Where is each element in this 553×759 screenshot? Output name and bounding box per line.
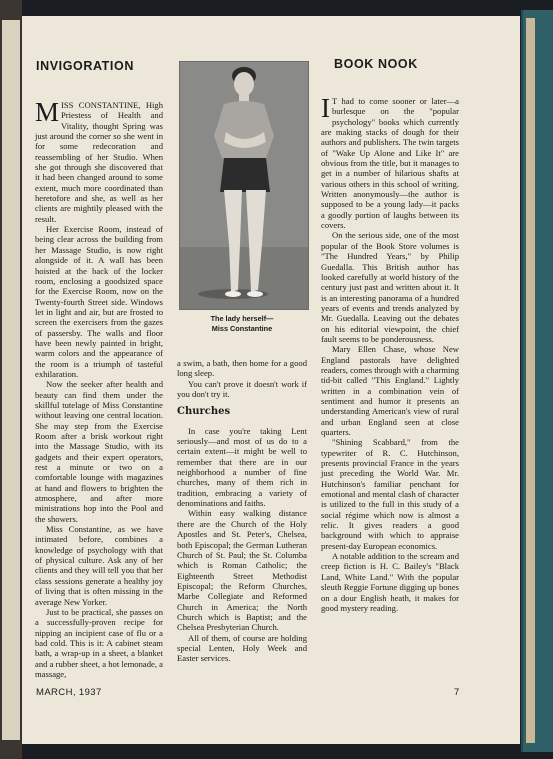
- page-edges: [526, 18, 535, 743]
- photo-caption: [177, 314, 307, 334]
- invigoration-article: [35, 97, 163, 679]
- portrait-photo: [179, 61, 309, 310]
- churches-paragraph: All of them, of course are holding special Lenten, Holy Week and Easter services.: [177, 632, 307, 664]
- woman-figure: [180, 62, 308, 309]
- facing-page-strip: [2, 20, 20, 740]
- invigoration-lead-text: High Priestess of Health and Vitality, thought Spring was just around the corner so she went in for some redecoration and reassembling of her Studio. When she got through she discovered that it had been changed around to some extent, much more coordinated than heretofore and she, as well as her clients are mightily pleased with the result.: [35, 100, 163, 224]
- book-nook-article: [321, 93, 459, 613]
- book-binding: [521, 10, 553, 752]
- invigoration-dropcap: M: [35, 97, 60, 127]
- book-nook-dropcap: I: [321, 93, 330, 123]
- book-nook-paragraph: "Shining Scabbard," from the typewriter of R. C. Hutchinson, presents provincial France in the years just preceding the World War. Mr. Hutchinson's familiar penchant for emotional and mental clash of character is utilized to the full in this study of a social régime which now is almost a relic. It gives readers a good background with which to appraise present-day European economics.: [321, 437, 459, 551]
- page-number: 7: [454, 687, 460, 698]
- caption-line-1: The lady herself—: [210, 314, 274, 323]
- invigoration-paragraph: Just to be practical, she passes on a successfully-proven recipe for nipping an incipient case of flu or a bad cold. This is it: A cabinet steam bath, a wrap-up in a sheet, a blanket and a rubber sheet, a hot lemonade, a massage,: [35, 606, 163, 679]
- book-nook-paragraph: On the serious side, one of the most popular of the Book Store volumes is "The Hundred Years," by Philip Guedalla. This British author has looked carefully at world history of the century just past and written about it. It is an interesting panorama of a hundred years of events and trends analyzed by Mr. Guedalla. Leaving out the debates on his editorial viewpoint, the chief fault seems to be ponderousness.: [321, 230, 459, 344]
- invigoration-paragraph: [35, 97, 163, 224]
- invigoration-first-line: ISS CONSTANTINE,: [61, 100, 141, 110]
- caption-line-2: Miss Constantine: [211, 324, 273, 333]
- churches-paragraph: In case you're taking Lent seriously—and most of us do to a certain extent—it might be well to remember that there are in our neighborhood a number of fine churches, many of them rich in tradition, embracing a variety of denominations and faiths.: [177, 425, 307, 509]
- invigoration-heading: INVIGORATION: [36, 59, 134, 73]
- invigoration-continued: a swim, a bath, then home for a good long sleep.: [177, 358, 307, 379]
- book-nook-lead-text: T had to come sooner or later—a burlesque on the "popular psychology" books which currently are making stacks of dough for their authors and publishers. The twin targets of "Wake Up Alone and Like It" are obvious from the title, but it manages to get in a number of hilarious shafts at various others in this school of writing. Written anonymously—the author is supposed to be a young lady—it packs a goodly portion of laughs between its covers.: [321, 96, 459, 231]
- book-nook-paragraph: Mary Ellen Chase, whose New England pastorals have delighted readers, comes through with a charming tid-bit called "This England." Lightly written in a combination vein of sentiment and humor it presents an understanding American's view of rural and urban England seen at close quarters.: [321, 344, 459, 437]
- book-nook-paragraph: A notable addition to the scream and creep fiction is H. C. Bailey's "Black Land, White Land." With the popular sleuth Reggie Fortune digging up bones on a dour English heath, it makes for good mystery reading.: [321, 551, 459, 613]
- invigoration-paragraph: Her Exercise Room, instead of being clear across the building from her Massage Studio, is now right alongside of it. A wall has been hoisted at the back of the locker room, enclosing a goodsized space for the Exercise Room, now on the Twenty-fourth Street side. Windows let in light and air, but are frosted to screen the exercisers from the gazes of passersby. The walls and floor have been newly painted in bright, warm colors and the appearance of the room is a triumph of tasteful exhilaration.: [35, 224, 163, 379]
- churches-subheading: Churches: [177, 406, 231, 418]
- invigoration-paragraph: Miss Constantine, as we have intimated before, combines a knowledge of psychology with that of physical culture. Ask any of her clients and they will tell you that her class sessions generate a healthy joy of living that is often missing in the average New Yorker.: [35, 524, 163, 607]
- book-nook-heading: BOOK NOOK: [334, 57, 418, 71]
- issue-date: MARCH, 1937: [36, 687, 102, 698]
- churches-paragraph: Within easy walking distance there are the Church of the Holy Apostles and St. Peter's, Chelsea, both Episcopal; the German Lutheran Church of St. Paul; the St. Columba which is Roman Catholic; the Eighteenth Street Methodist Episcopal; the Reform Churches, Marbe Collegiate and Reformed Church in America; the North Church which is Baptist; and the Chelsea Presbyterian Church.: [177, 508, 307, 633]
- facing-page-edge: [0, 0, 22, 759]
- magazine-page: [22, 16, 520, 744]
- invigoration-paragraph: Now the seeker after health and beauty can find them under the skillful tutelage of Miss Constantine without leaving one central location. She may step from the Exercise Room after a brisk workout right into the Massage Studio, with its gadgets and their expert operators, rest a minute or two on a comfortable lounge with magazines at hand and flowers to brighten the atmosphere, and after more ministrations hop into the Pool and the showers.: [35, 379, 163, 524]
- invigoration-closing: You can't prove it doesn't work if you don't try it.: [177, 378, 307, 400]
- book-nook-paragraph: [321, 93, 459, 231]
- middle-column: [177, 358, 307, 664]
